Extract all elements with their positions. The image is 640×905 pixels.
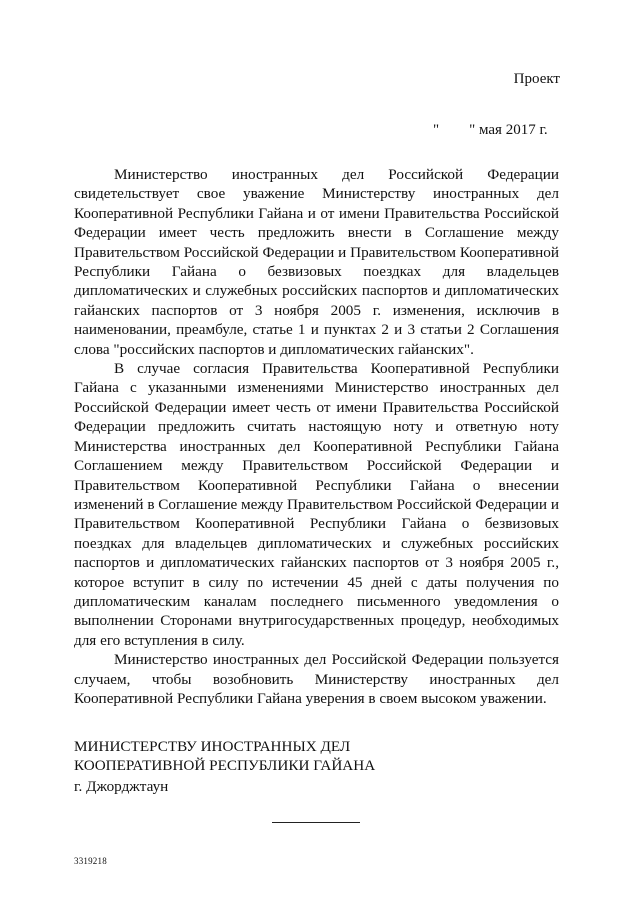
paragraph-closing: Министерство иностранных дел Российской Федерации пользуется случаем, чтобы возобновить Министерству иностранных дел Кооперативной Республики Гайана уверения в своем высоком уважении.: [74, 651, 559, 707]
note-body: [74, 165, 559, 708]
paragraph-agreement: В случае согласия Правительства Кооперативной Республики Гайана с указанными изменениями Министерство иностранных дел Российской Федерации имеет честь от имени Правительства Российской Федерации предложить считать настоящую ноту и ответную ноту Министерства иностранных дел Кооперативной Республики Гайана Соглашением между Правительством Российской Федерации и Правительством Кооперативной Республики Гайана о внесении изменений в Соглашение между Правительством Российской Федерации и Правительством Кооперативной Республики Гайана о безвизовых поездках для владельцев дипломатических и служебных российских паспортов и дипломатических гайанских паспортов от 3 ноября 2005 г., которое вступит в силу по истечении 45 дней с даты получения по дипломатическим каналам последнего письменного уведомления о выполнении Сторонами внутригосударственных процедур, необходимых для его вступления в силу.: [74, 360, 559, 649]
date-line: " " мая 2017 г.: [433, 122, 548, 138]
project-label: Проект: [513, 71, 560, 87]
addressee-line-2: КООПЕРАТИВНОЙ РЕСПУБЛИКИ ГАЙАНА: [74, 757, 376, 775]
separator-line: [272, 822, 360, 823]
document-code: 3319218: [74, 856, 107, 866]
addressee-block: [74, 737, 494, 776]
addressee-line-1: МИНИСТЕРСТВУ ИНОСТРАННЫХ ДЕЛ: [74, 738, 351, 755]
paragraph-proposal: Министерство иностранных дел Российской Федерации свидетельствует свое уважение Министерству иностранных дел Кооперативной Республики Гайана и от имени Правительства Российской Федерации имеет честь предложить внести в Соглашение между Правительством Российской Федерации и Правительством Кооперативной Республики Гайана о безвизовых поездках для владельцев дипломатических и служебных российских паспортов и дипломатических гайанских паспортов от 3 ноября 2005 г. изменения, исключив в наименовании, преамбуле, статье 1 и пунктах 2 и 3 статьи 2 Соглашения слова "российских паспортов и дипломатических гайанских".: [74, 166, 559, 358]
addressee-city: г. Джорджтаун: [74, 778, 169, 795]
